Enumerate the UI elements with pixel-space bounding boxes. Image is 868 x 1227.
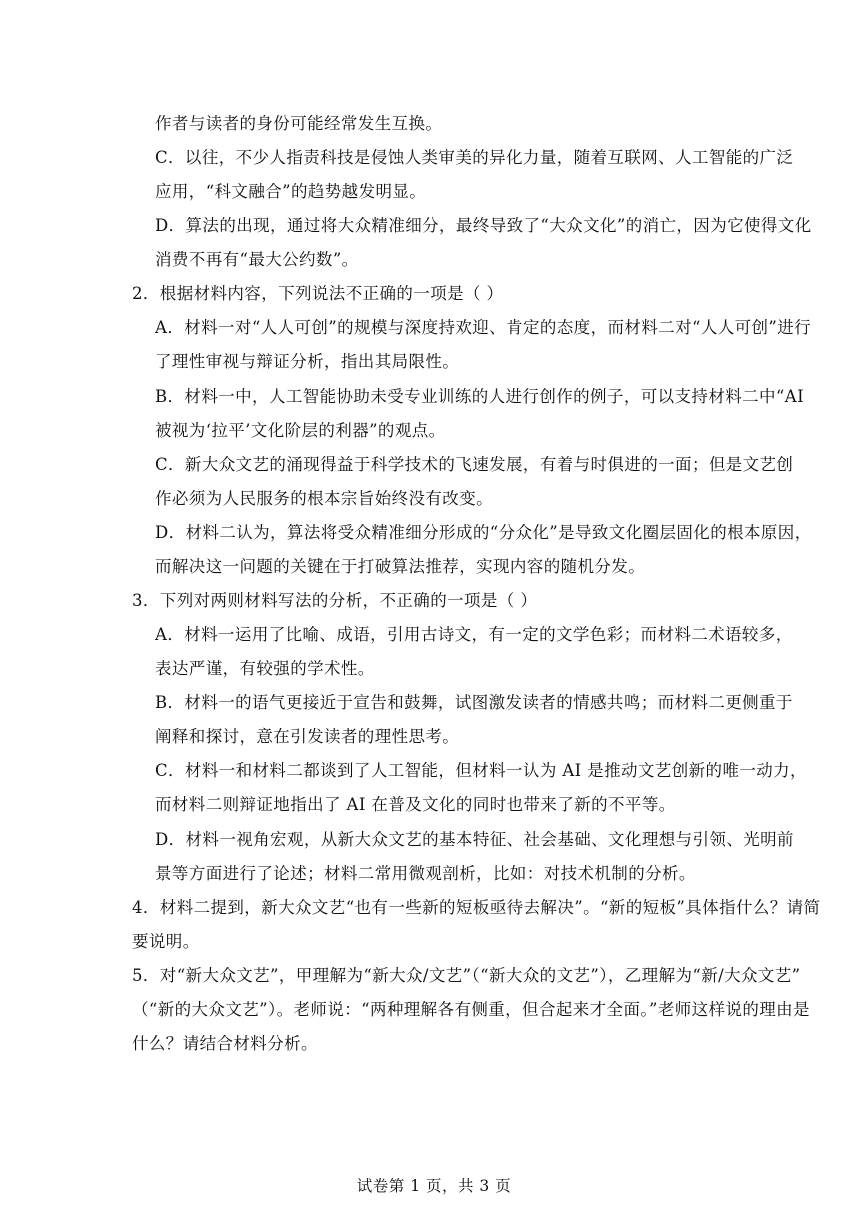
question-2: 2．根据材料内容，下列说法不正确的一项是（ ）	[132, 284, 504, 303]
option-a-q2: A．材料一对“人人可创”的规模与深度持欢迎、肯定的态度，而材料二对“人人可创”进行	[155, 318, 812, 337]
text-line: 景等方面进行了论述；材料二常用微观剖析，比如：对技术机制的分析。	[155, 864, 696, 883]
option-a-q3: A．材料一运用了比喻、成语，引用古诗文，有一定的文学色彩；而材料二术语较多，	[155, 625, 793, 644]
page-footer: 试卷第 1 页，共 3 页	[356, 1177, 512, 1195]
text-line: 要说明。	[132, 932, 200, 951]
option-b-q3: B．材料一的语气更接近于宣告和鼓舞，试图激发读者的情感共鸣；而材料二更侧重于	[155, 693, 793, 712]
option-d-q1: D．算法的出现，通过将大众精准细分，最终导致了“大众文化”的消亡，因为它使得文化	[155, 216, 812, 235]
question-4: 4．材料二提到，新大众文艺“也有一些新的短板亟待去解决”。“新的短板”具体指什么？请简	[132, 898, 821, 917]
text-line: 作必须为人民服务的根本宗旨始终没有改变。	[155, 489, 493, 508]
option-d-q2: D．材料二认为，算法将受众精准细分形成的“分众化”是导致文化圈层固化的根本原因，	[155, 523, 812, 542]
text-line: 而材料二则辩证地指出了 AI 在普及文化的同时也带来了新的不平等。	[155, 795, 676, 814]
option-c-q3: C．材料一和材料二都谈到了人工智能，但材料一认为 AI 是推动文艺创新的唯一动力，	[155, 761, 807, 780]
text-line: 被视为‘拉平’文化阶层的利器”的观点。	[155, 421, 446, 440]
question-5: 5．对“新大众文艺”，甲理解为“新大众/文艺”（“新大众的文艺”），乙理解为“新/大众文艺”	[132, 966, 801, 985]
text-line: 而解决这一问题的关键在于打破算法推荐，实现内容的随机分发。	[155, 557, 646, 576]
option-c-q2: C．新大众文艺的涌现得益于科学技术的飞速发展，有着与时俱进的一面；但是文艺创	[155, 455, 794, 474]
text-line: 应用，“科文融合”的趋势越发明显。	[155, 182, 427, 201]
option-d-q3: D．材料一视角宏观，从新大众文艺的基本特征、社会基础、文化理想与引领、光明前	[155, 830, 794, 849]
text-line: 作者与读者的身份可能经常发生互换。	[155, 114, 443, 133]
text-line: 消费不再有“最大公约数”。	[155, 250, 359, 269]
text-line: 什么？请结合材料分析。	[132, 1034, 318, 1053]
option-b-q2: B．材料一中，人工智能协助未受专业训练的人进行创作的例子，可以支持材料二中“AI	[155, 387, 804, 406]
text-line: （“新的大众文艺”）。老师说：“两种理解各有侧重，但合起来才全面。”老师这样说的理由是	[132, 1000, 810, 1019]
text-line: 表达严谨，有较强的学术性。	[155, 659, 375, 678]
question-3: 3．下列对两则材料写法的分析，不正确的一项是（ ）	[132, 591, 538, 610]
option-c-q1: C．以往，不少人指责科技是侵蚀人类审美的异化力量，随着互联网、人工智能的广泛	[155, 148, 794, 167]
text-line: 了理性审视与辩证分析，指出其局限性。	[155, 352, 460, 371]
text-line: 阐释和探讨，意在引发读者的理性思考。	[155, 727, 460, 746]
